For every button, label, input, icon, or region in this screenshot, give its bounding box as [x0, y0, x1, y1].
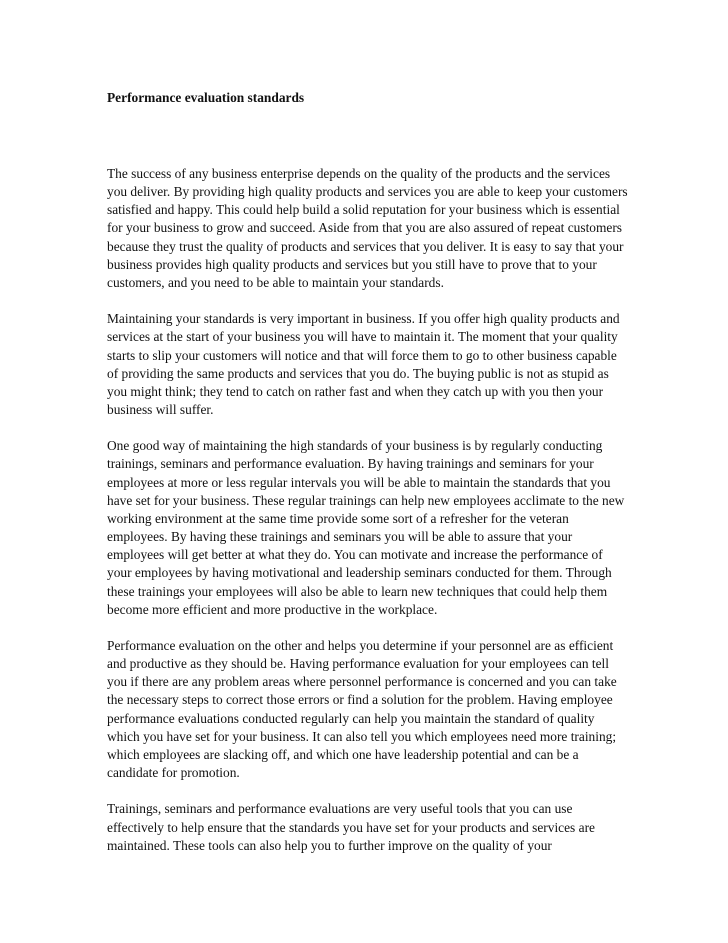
paragraph-3: One good way of maintaining the high standards of your business is by regularly conducting trainings, seminars and performance evaluation. By having trainings and seminars for your employees at more or less regular intervals you will be able to maintain the standards that you have set for your business. These regular trainings can help new employees acclimate to the new working environment at the same time provide some sort of a refresher for the veteran employees. By having these trainings and seminars you will be able to assure that your employees will get better at what they do. You can motivate and increase the performance of your employees by having motivational and leadership seminars conducted for them. Through these trainings your employees will also be able to learn new techniques that could help them become more efficient and more productive in the workplace.: [107, 438, 625, 617]
document-title: Performance evaluation standards: [107, 90, 305, 105]
paragraph-1: The success of any business enterprise depends on the quality of the products and the services you deliver. By providing high quality products and services you are able to keep your customers satisfied and happy. This could help build a solid reputation for your business which is essential for your business to grow and succeed. Aside from that you are also assured of repeat customers because they trust the quality of products and services that you deliver. It is easy to say that your business provides high quality products and services but you still have to prove that to your customers, and you need to be able to maintain your standards.: [107, 166, 628, 290]
paragraph-2: Maintaining your standards is very important in business. If you offer high quality products and services at the start of your business you will have to maintain it. The moment that your quality starts to slip your customers will notice and that will force them to go to other business capable of providing the same products and services that you do. The buying public is not as stupid as you might think; they tend to catch on rather fast and when they catch up with you then your business will suffer.: [107, 311, 620, 418]
paragraph-5: Trainings, seminars and performance evaluations are very useful tools that you can use effectively to help ensure that the standards you have set for your products and services are maintained. These tools can also help you to further improve on the quality of your: [107, 801, 595, 853]
paragraph-4: Performance evaluation on the other and helps you determine if your personnel are as efficient and productive as they should be. Having performance evaluation for your employees can tell you if there are any problem areas where personnel performance is concerned and you can take the necessary steps to correct those errors or find a solution for the problem. Having employee performance evaluations conducted regularly can help you maintain the standard of quality which you have set for your business. It can also tell you which employees need more training; which employees are slacking off, and which one have leadership potential and can be a candidate for promotion.: [107, 638, 617, 781]
document-body: [107, 165, 630, 855]
